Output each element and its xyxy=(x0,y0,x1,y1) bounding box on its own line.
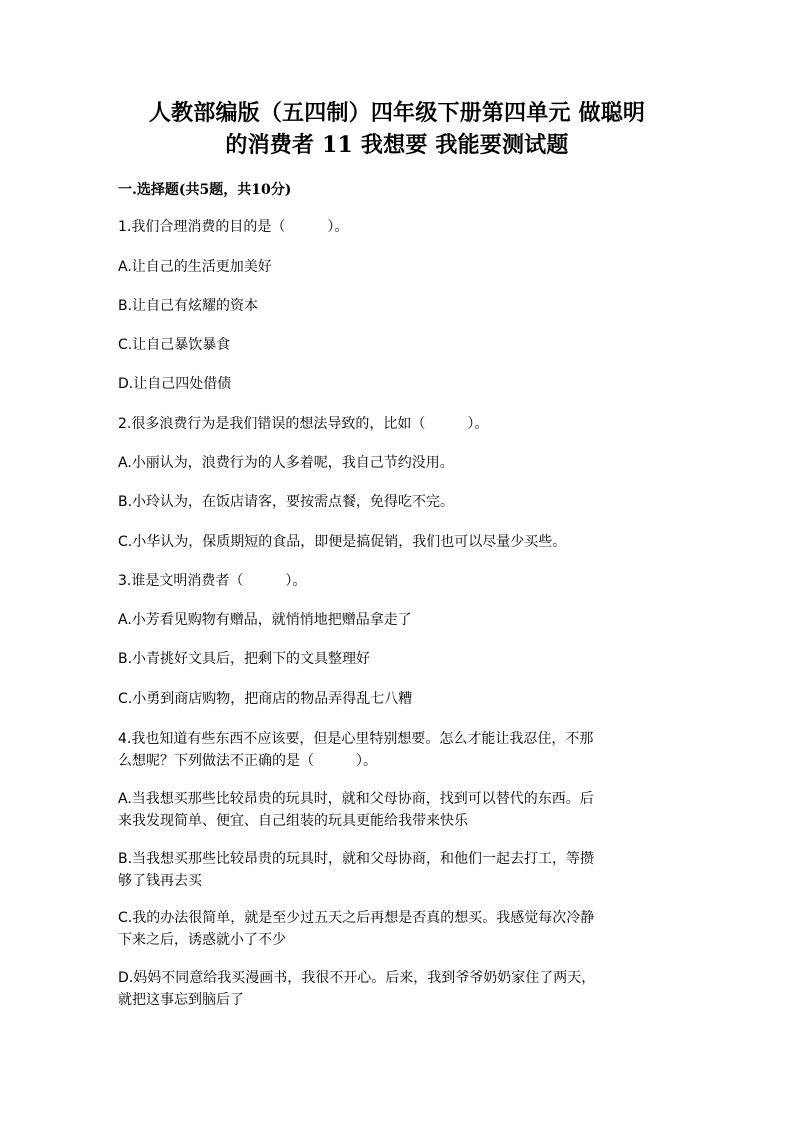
question-4-option-b-line-1: B.当我想买那些比较昂贵的玩具时，就和父母协商，和他们一起去打工，等攒 xyxy=(118,851,595,867)
question-4-option-c-line-2: 下来之后，诱惑就小了不少 xyxy=(118,932,286,948)
question-4-stem-line-2: 么想呢？下列做法不正确的是（ ）。 xyxy=(118,753,377,769)
question-4-option-d-line-2: 就把这事忘到脑后了 xyxy=(118,992,244,1008)
question-2-option-c: C.小华认为，保质期短的食品，即便是搞促销，我们也可以尽量少买些。 xyxy=(118,534,567,550)
question-1-option-a: A.让自己的生活更加美好 xyxy=(118,259,272,275)
question-3-option-c: C.小勇到商店购物，把商店的物品弄得乱七八糟 xyxy=(118,691,413,707)
question-1-stem: 1.我们合理消费的目的是（ ）。 xyxy=(118,219,349,235)
paper-title-line-1: 人教部编版（五四制）四年级下册第四单元 做聪明 xyxy=(148,100,646,126)
question-3-stem: 3.谁是文明消费者（ ）。 xyxy=(118,573,307,589)
question-4-option-d-line-1: D.妈妈不同意给我买漫画书，我很不开心。后来，我到爷爷奶奶家住了两天， xyxy=(118,970,596,986)
question-2-stem: 2.很多浪费行为是我们错误的想法导致的，比如（ ）。 xyxy=(118,416,489,432)
question-4-option-a xyxy=(118,788,690,832)
question-4-option-d xyxy=(118,967,690,1011)
question-1-option-c: C.让自己暴饮暴食 xyxy=(118,337,231,353)
question-4-option-c-line-1: C.我的办法很简单，就是至少过五天之后再想是否真的想买。我感觉每次冷静 xyxy=(118,910,595,926)
question-4-option-c xyxy=(118,907,690,951)
question-1-option-d: D.让自己四处借债 xyxy=(118,376,232,392)
question-4-option-b-line-2: 够了钱再去买 xyxy=(118,873,202,889)
question-3-option-b: B.小青挑好文具后，把剩下的文具整理好 xyxy=(118,651,371,667)
question-2-option-b: B.小玲认为，在饭店请客，要按需点餐，免得吃不完。 xyxy=(118,494,455,510)
question-3-option-a: A.小芳看见购物有赠品，就悄悄地把赠品拿走了 xyxy=(118,612,412,628)
paper-title-line-2: 的消费者 11 我想要 我能要测试题 xyxy=(225,132,569,158)
question-4-option-a-line-2: 来我发现简单、便宜、自己组装的玩具更能给我带来快乐 xyxy=(118,813,468,829)
question-4-stem-line-1: 4.我也知道有些东西不应该要，但是心里特别想要。怎么才能让我忍住，不那 xyxy=(118,731,594,747)
section-heading: 一.选择题(共5题，共10分) xyxy=(118,182,292,198)
question-4-stem xyxy=(118,728,690,772)
question-4-option-b xyxy=(118,848,690,892)
question-4-option-a-line-1: A.当我想买那些比较昂贵的玩具时，就和父母协商，找到可以替代的东西。后 xyxy=(118,791,594,807)
question-2-option-a: A.小丽认为，浪费行为的人多着呢，我自己节约没用。 xyxy=(118,455,454,471)
question-1-option-b: B.让自己有炫耀的资本 xyxy=(118,298,259,314)
